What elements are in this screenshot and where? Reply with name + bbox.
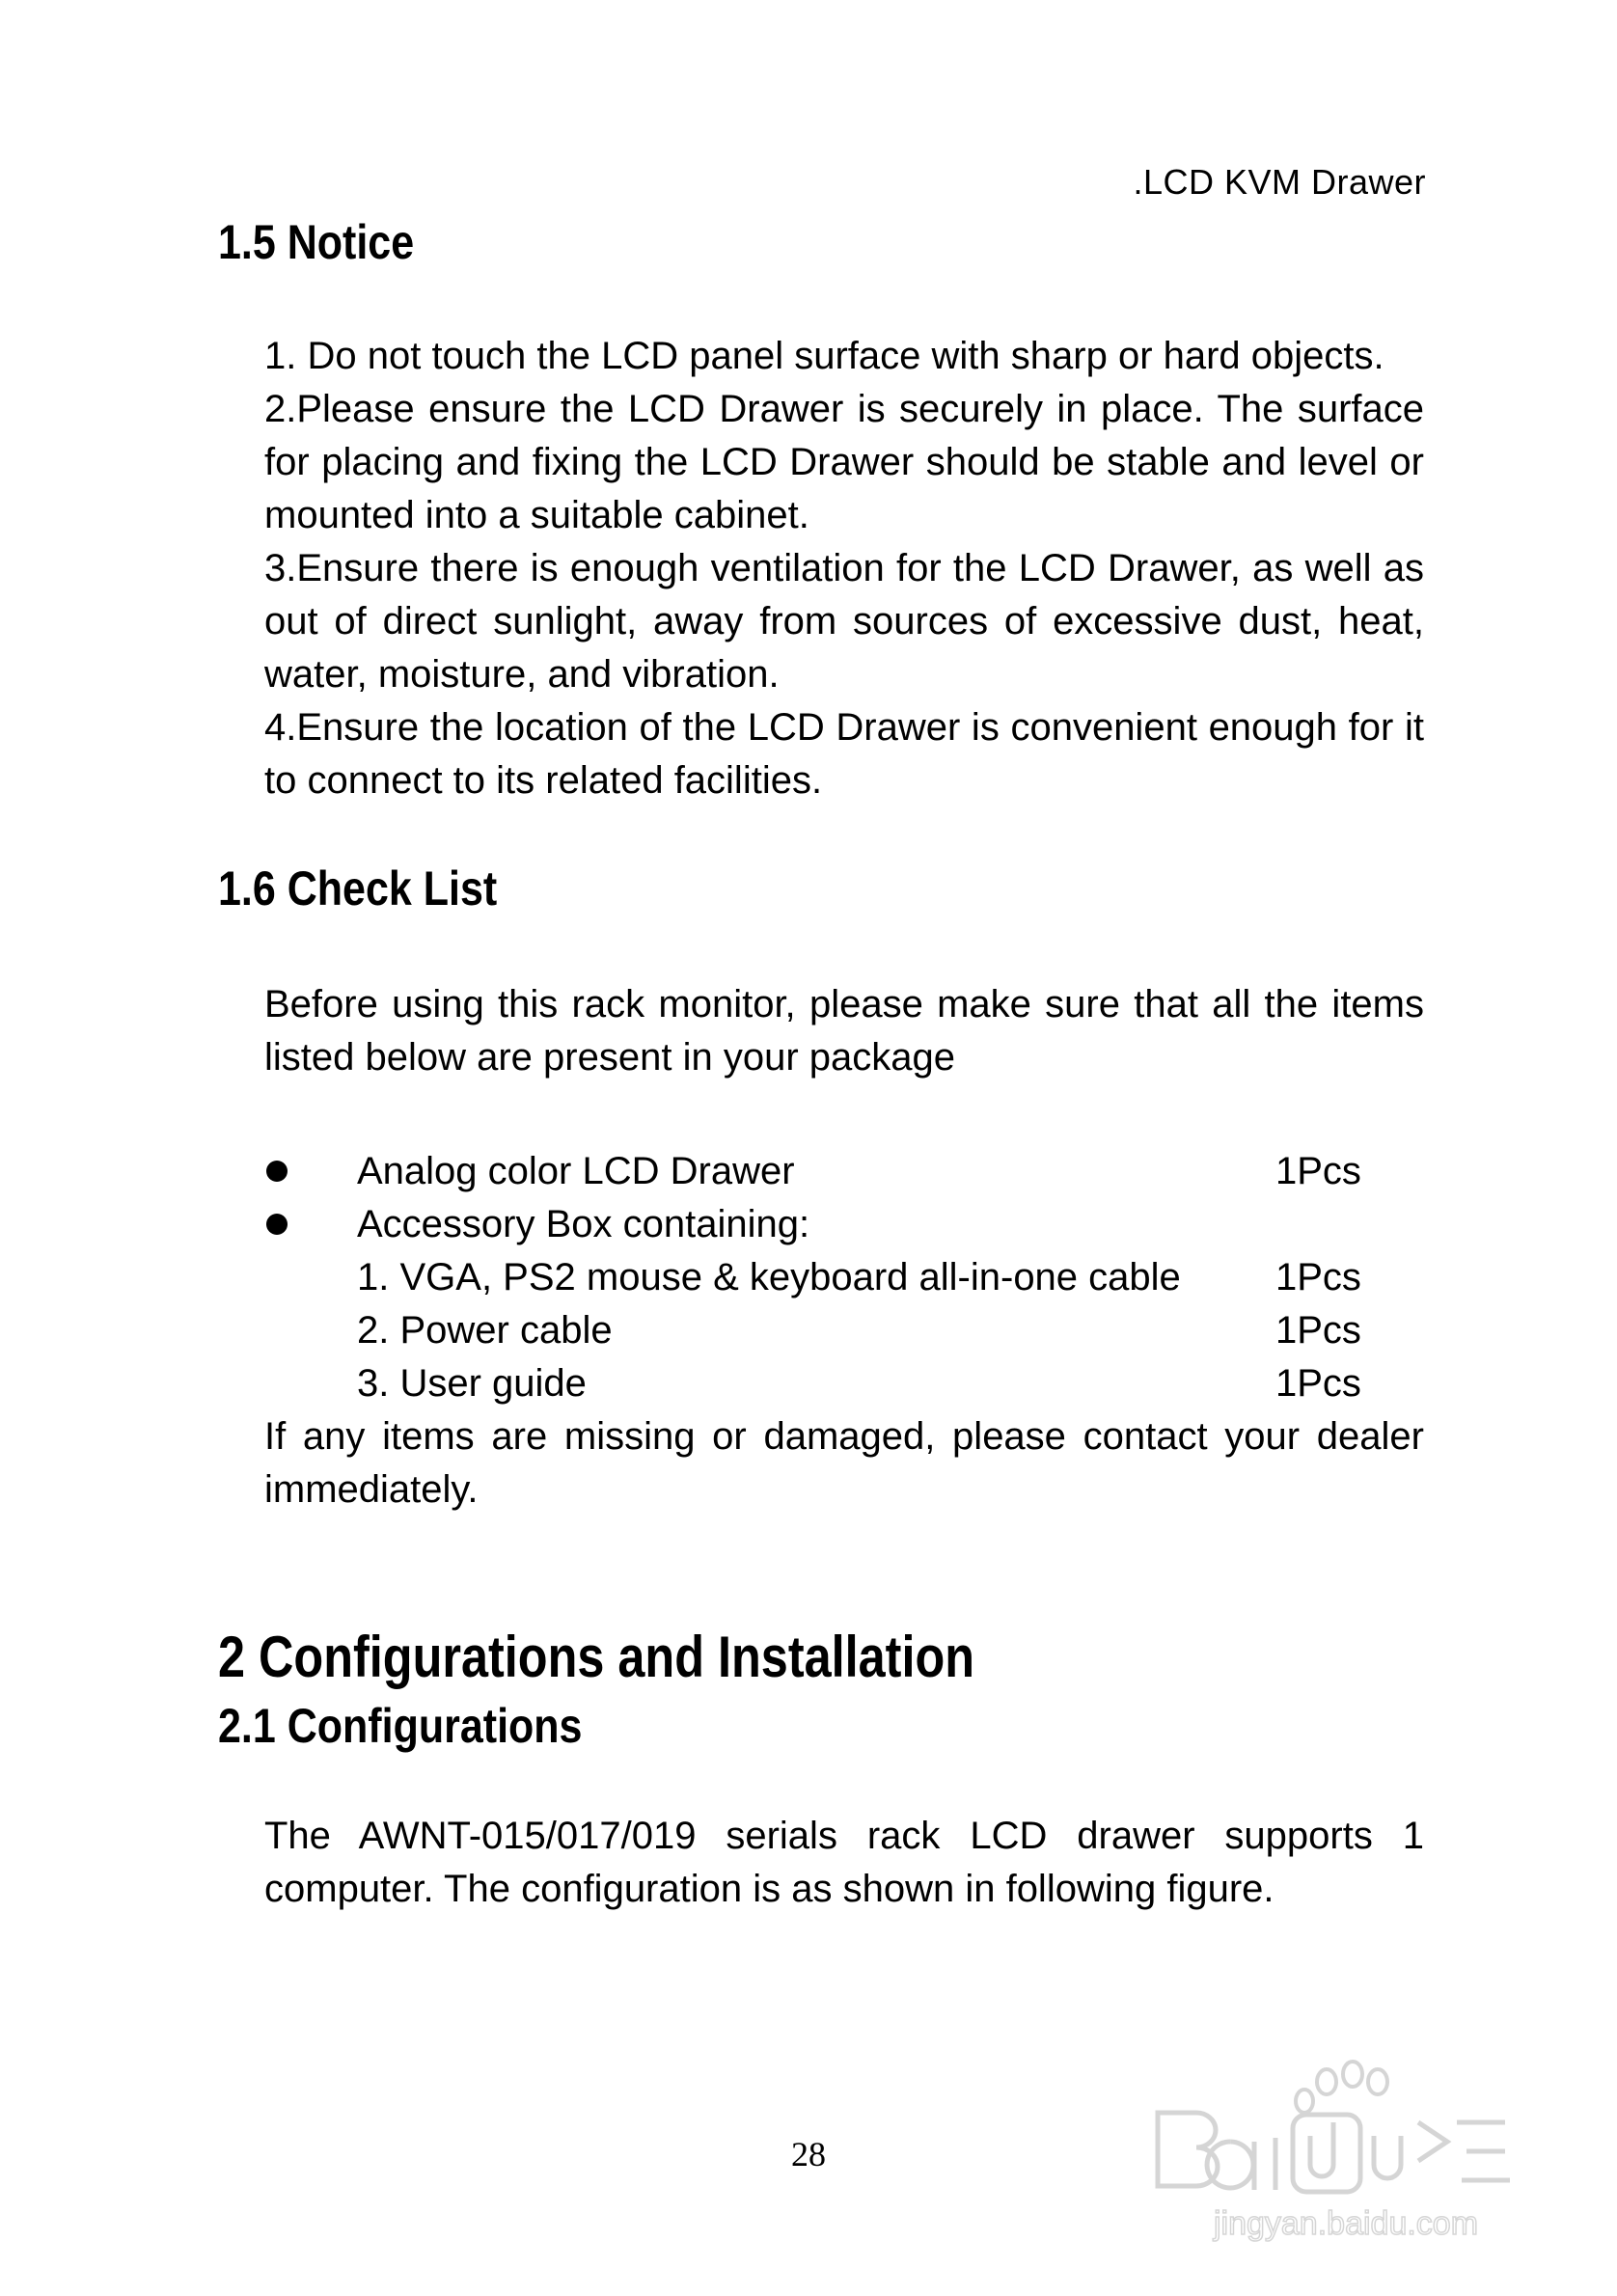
- watermark-logo: [1148, 2055, 1553, 2248]
- checklist-row: [264, 1304, 1424, 1357]
- checklist-row: [264, 1251, 1424, 1304]
- notice-item: 3.Ensure there is enough ventilation for the LCD Drawer, as well as out of direct sunlight, away from sources of excessive dust, heat, water, moisture, and vibration.: [264, 547, 1424, 696]
- configurations-text: The AWNT-015/017/019 serials rack LCD drawer supports 1 computer. The configuration is as shown in following figure.: [264, 1815, 1424, 1910]
- checklist-item-label: Analog color LCD Drawer: [357, 1150, 795, 1192]
- notice-item: 2.Please ensure the LCD Drawer is securely in place. The surface for placing and fixing the LCD Drawer should be stable and level or mounted into a suitable cabinet.: [264, 388, 1424, 536]
- checklist-intro-text: Before using this rack monitor, please make sure that all the items listed below are present in your package: [264, 983, 1424, 1079]
- checklist-item-label: 1. VGA, PS2 mouse & keyboard all-in-one cable: [357, 1256, 1181, 1298]
- checklist-item-qty: 1Pcs: [1275, 1150, 1361, 1192]
- bullet-icon: [266, 1161, 288, 1182]
- checklist-intro: [264, 978, 1424, 1084]
- checklist-item-label: Accessory Box containing:: [357, 1203, 810, 1245]
- bullet-icon: [266, 1214, 288, 1235]
- configurations-body: [264, 1810, 1424, 1916]
- running-header: .LCD KVM Drawer: [1133, 162, 1426, 202]
- checklist-item-qty: 1Pcs: [1275, 1362, 1361, 1405]
- section-heading-notice: 1.5 Notice: [218, 215, 415, 269]
- notice-list: [264, 330, 1424, 807]
- chapter-heading: 2 Configurations and Installation: [218, 1625, 975, 1689]
- section-heading-checklist: 1.6 Check List: [218, 861, 498, 916]
- svg-text:jingyan.baidu.com: jingyan.baidu.com: [1213, 2205, 1479, 2242]
- checklist: [264, 1145, 1424, 1410]
- paw-icon: [1296, 2062, 1387, 2113]
- checklist-item-label: 2. Power cable: [357, 1309, 613, 1352]
- checklist-item-qty: 1Pcs: [1275, 1309, 1361, 1352]
- page-number: 28: [791, 2135, 826, 2173]
- checklist-row: [264, 1198, 1424, 1251]
- checklist-row: [264, 1145, 1424, 1198]
- section-heading-configurations: 2.1 Configurations: [218, 1699, 583, 1753]
- notice-item: 4.Ensure the location of the LCD Drawer is convenient enough for it to connect to its related facilities.: [264, 706, 1424, 802]
- checklist-closing-text: If any items are missing or damaged, please contact your dealer immediately.: [264, 1415, 1424, 1511]
- checklist-row: [264, 1357, 1424, 1410]
- checklist-item-qty: 1Pcs: [1275, 1256, 1361, 1298]
- checklist-item-label: 3. User guide: [357, 1362, 587, 1405]
- notice-item: 1. Do not touch the LCD panel surface with sharp or hard objects.: [264, 335, 1384, 377]
- checklist-closing: [264, 1410, 1424, 1517]
